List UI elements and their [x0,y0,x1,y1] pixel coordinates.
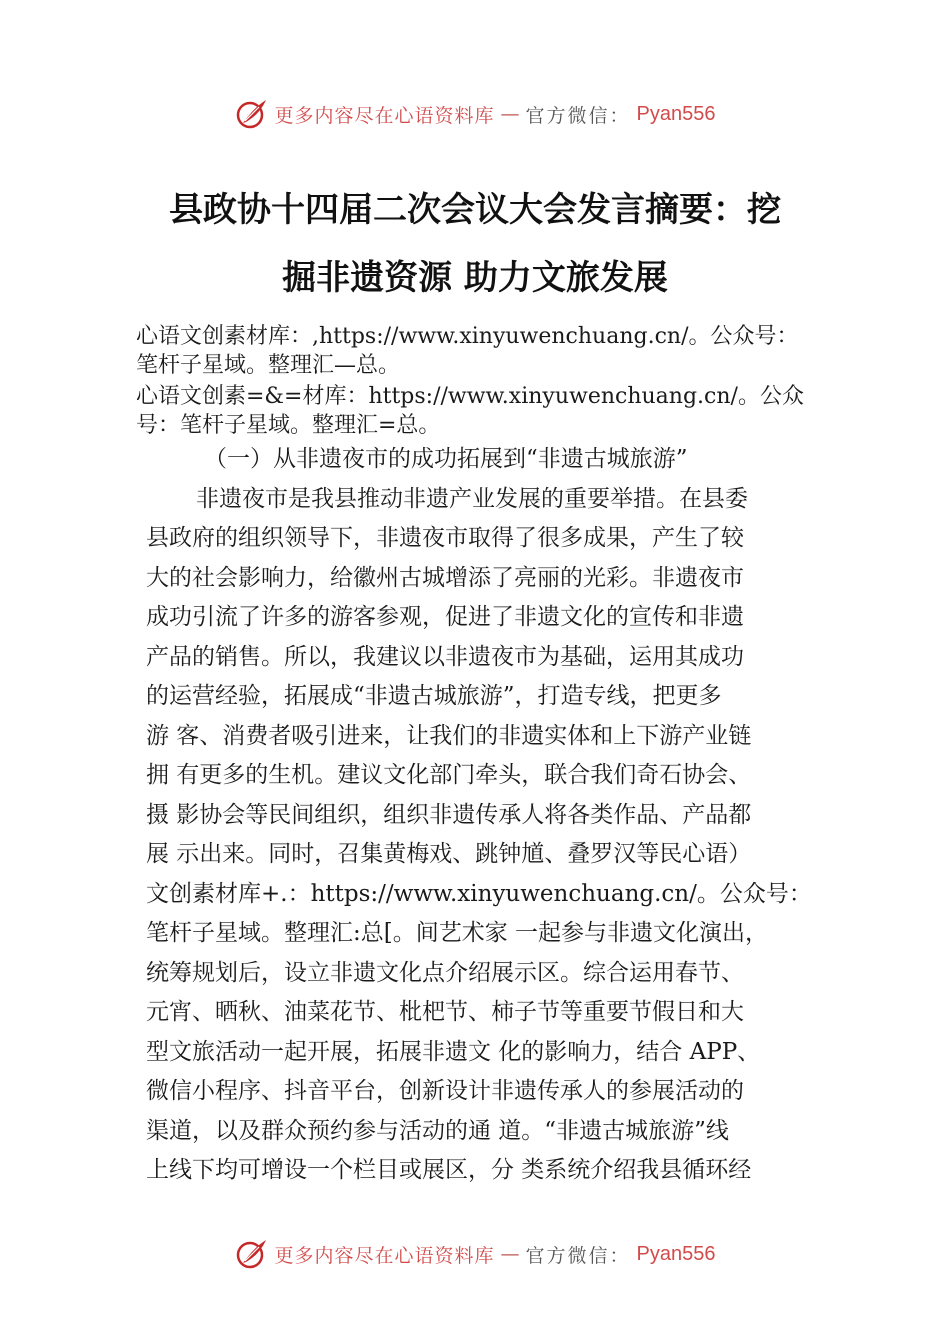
body-line: 文创素材库+.：https://www.xinyuwenchuang.cn/。公众号： [146,881,812,907]
body-line: 非遗夜市是我县推动非遗产业发展的重要举措。在县委 [196,486,748,512]
watermark-wechat-label: 官方微信： [525,1244,631,1267]
watermark-site-text: 更多内容尽在心语资料库 [274,1244,495,1267]
meta-line: 笔杆子星域。整理汇—总。 [136,353,401,378]
watermark-site-text: 更多内容尽在心语资料库 [274,104,495,127]
body-line: 渠道，以及群众预约参与活动的通 道。“非遗古城旅游”线 [146,1118,729,1144]
document-title-line-2: 掘非遗资源 助力文旅发展 [282,258,668,298]
body-line: 产品的销售。所以，我建议以非遗夜市为基础，运用其成功 [146,644,744,670]
document-title-line-1: 县政协十四届二次会议大会发言摘要：挖 [169,190,781,230]
body-line: 成功引流了许多的游客参观，促进了非遗文化的宣传和非遗 [146,604,744,630]
meta-line: 号：笔杆子星域。整理汇=总。 [136,413,441,438]
body-line: 型文旅活动一起开展，拓展非遗文 化的影响力，结合 APP、 [146,1039,761,1065]
watermark-dash: — [500,103,520,125]
watermark-wechat-label: 官方微信： [525,104,631,127]
watermark-wechat-id: Pyan556 [636,102,716,125]
body-line: 展 示出来。同时，召集黄梅戏、跳钟馗、叠罗汉等民心语） [146,841,752,867]
section-heading: （一）从非遗夜市的成功拓展到“非遗古城旅游” [204,446,688,472]
body-line: 上线下均可增设一个栏目或展区，分 类系统介绍我县循环经 [146,1157,752,1183]
body-line: 摄 影协会等民间组织，组织非遗传承人将各类作品、产品都 [146,802,752,828]
meta-line: 心语文创素=&=材库：https://www.xinyuwenchuang.cn/。公众 [136,384,804,409]
quill-logo-icon [235,1237,269,1271]
watermark-footer [0,1234,950,1274]
body-line: 拥 有更多的生机。建议文化部门牵头，联合我们奇石协会、 [146,762,752,788]
body-line: 游 客、消费者吸引进来，让我们的非遗实体和上下游产业链 [146,723,752,749]
watermark-wechat-id: Pyan556 [636,1242,716,1265]
body-line: 大的社会影响力，给徽州古城增添了亮丽的光彩。非遗夜市 [146,565,744,591]
quill-logo-icon [235,97,269,131]
body-line: 统筹规划后，设立非遗文化点介绍展示区。综合运用春节、 [146,960,744,986]
watermark-dash: — [500,1243,520,1265]
watermark-header [0,94,950,134]
body-line: 笔杆子星域。整理汇:总[。间艺术家 一起参与非遗文化演出， [146,920,769,946]
body-line: 微信小程序、抖音平台，创新设计非遗传承人的参展活动的 [146,1078,744,1104]
body-line: 元宵、晒秋、油菜花节、枇杷节、柿子节等重要节假日和大 [146,999,744,1025]
body-line: 县政府的组织领导下，非遗夜市取得了很多成果，产生了较 [146,525,744,551]
body-line: 的运营经验，拓展成“非遗古城旅游”，打造专线，把更多 [146,683,722,709]
meta-line: 心语文创素材库：,https://www.xinyuwenchuang.cn/。公众号： [136,324,799,349]
